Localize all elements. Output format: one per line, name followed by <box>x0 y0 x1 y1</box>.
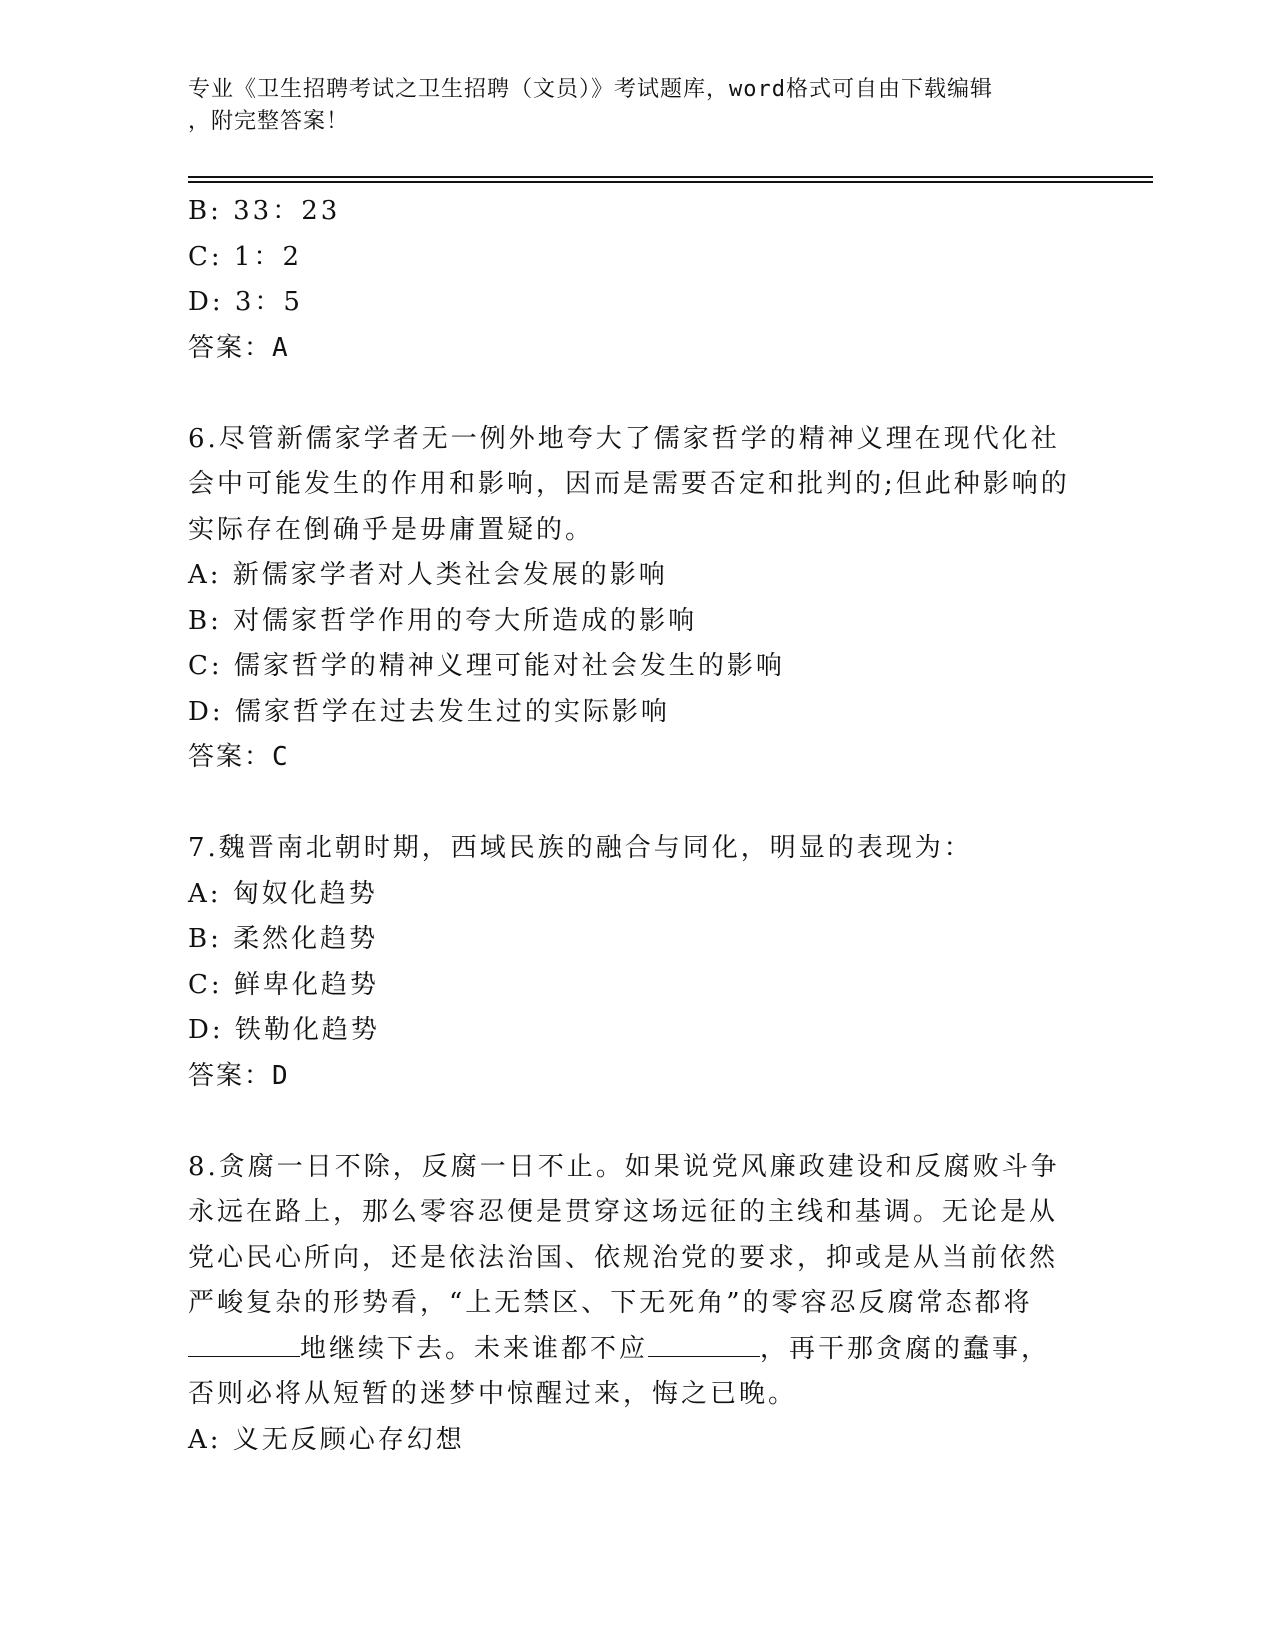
question-text-line: 否则必将从短暂的迷梦中惊醒过来，悔之已晚。 <box>188 1379 798 1409</box>
answer-line: 答案：A <box>188 332 290 363</box>
question-text-line: 永远在路上，那么零容忍便是贯穿这场远征的主线和基调。无论是从 <box>188 1197 1059 1227</box>
question-text-line: 严峻复杂的形势看，“上无禁区、下无死角”的零容忍反腐常态都将 <box>188 1288 1033 1318</box>
option-d: D: 铁勒化趋势 <box>188 1015 380 1045</box>
fill-blank-1 <box>188 1334 300 1357</box>
option-a: A: 匈奴化趋势 <box>188 878 378 909</box>
document-header <box>188 74 1068 138</box>
option-a: A: 新儒家学者对人类社会发展的影响 <box>188 560 668 590</box>
option-c: C: 鲜卑化趋势 <box>188 969 379 1000</box>
option-b: B: 对儒家哲学作用的夸大所造成的影响 <box>188 605 698 636</box>
header-line-1: 专业《卫生招聘考试之卫生招聘（文员）》考试题库，word格式可自由下载编辑 <box>188 77 993 102</box>
question-text-line: 8.贪腐一日不除，反腐一日不止。如果说党风廉政建设和反腐败斗争 <box>188 1151 1060 1182</box>
answer-line: 答案：D <box>188 1060 290 1091</box>
option-d: D: 儒家哲学在过去发生过的实际影响 <box>188 696 670 727</box>
question-6 <box>188 417 1088 781</box>
option-c: C: 儒家哲学的精神义理可能对社会发生的影响 <box>188 651 785 681</box>
header-divider-top <box>188 176 1153 178</box>
answer-line: 答案：C <box>188 742 290 772</box>
blank-connector-text: 地继续下去。未来谁都不应 <box>300 1333 649 1364</box>
option-b: B: 柔然化趋势 <box>188 924 379 954</box>
fill-blank-2 <box>648 1334 760 1357</box>
header-line-2: ，附完整答案！ <box>188 109 350 134</box>
question-8 <box>188 1145 1088 1464</box>
option-d: D: 3：5 <box>188 287 303 317</box>
question-7 <box>188 826 1088 1099</box>
question-text-line: 实际存在倒确乎是毋庸置疑的。 <box>188 514 595 545</box>
question-5-tail <box>188 189 1088 371</box>
question-text-line: 会中可能发生的作用和影响，因而是需要否定和批判的;但此种影响的 <box>188 469 1070 499</box>
option-c: C: 1：2 <box>188 241 303 272</box>
question-text-line: 党心民心所向，还是依法治国、依规治党的要求，抑或是从当前依然 <box>188 1242 1059 1273</box>
header-divider-bottom <box>188 181 1153 183</box>
blank-trailing-text: ，再干那贪腐的蠢事， <box>760 1333 1051 1364</box>
question-text-line: 7.魏晋南北朝时期，西域民族的融合与同化，明显的表现为： <box>188 833 973 863</box>
option-a: A: 义无反顾心存幻想 <box>188 1424 465 1455</box>
option-b: B: 33：23 <box>188 196 341 226</box>
question-text-line-with-blanks <box>188 1327 1088 1373</box>
question-text-line: 6.尽管新儒家学者无一例外地夸大了儒家哲学的精神义理在现代化社 <box>188 423 1060 454</box>
document-body <box>188 189 1088 1463</box>
